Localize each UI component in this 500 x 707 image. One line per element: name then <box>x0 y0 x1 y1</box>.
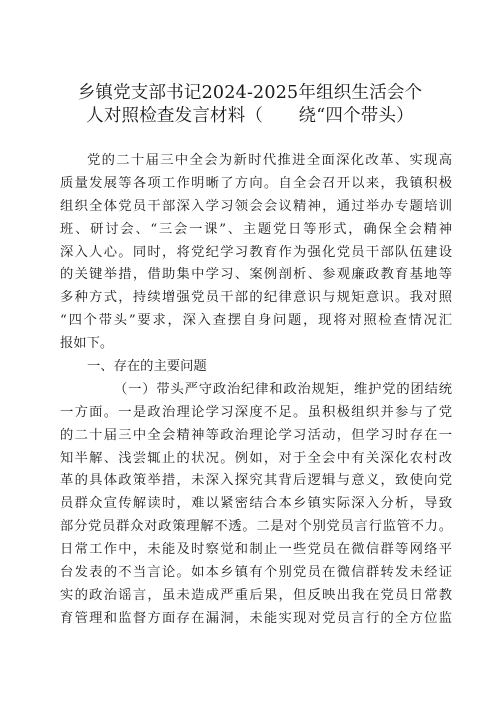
paragraph-line: 多种方式，持续增强党员干部的纪律意识与规矩意识。我对照 <box>60 290 452 306</box>
paragraph-line: 一方面。一是政治理论学习深度不足。虽积极组织并参与了党 <box>60 404 452 420</box>
paragraph-line: 员群众宣传解读时，难以紧密结合本乡镇实际深入分析，导致 <box>60 496 452 512</box>
paragraph-line: 深入人心。同时，将党纪学习教育作为强化党员干部队伍建设 <box>60 244 452 260</box>
document-title-line-1: 乡镇党支部书记2024-2025年组织生活会个 <box>77 83 423 103</box>
section-heading: 一、存在的主要问题 <box>87 359 207 375</box>
paragraph-line: 革的具体政策举措，未深入探究其背后逻辑与意义，致使向党 <box>60 473 452 489</box>
paragraph-line: 知半解、浅尝辄止的状况。例如，对于全会中有关深化农村改 <box>60 450 452 466</box>
paragraph-line: 育管理和监督方面存在漏洞，未能实现对党员言行的全方位监 <box>60 610 452 626</box>
subsection-heading-line: （一）带头严守政治纪律和政治规矩，维护党的团结统 <box>114 381 452 397</box>
document-title-line-2: 人对照检查发言材料（ 绕“四个带头） <box>86 106 414 126</box>
document-body <box>60 150 452 631</box>
paragraph-line: 的关键举措，借助集中学习、案例剖析、参观廉政教育基地等 <box>60 267 452 283</box>
paragraph-line: “四个带头”要求，深入查摆自身问题，现将对照检查情况汇 <box>60 313 452 329</box>
paragraph-line: 党的二十届三中全会为新时代推进全面深化改革、实现高 <box>87 153 452 168</box>
paragraph-line: 部分党员群众对政策理解不透。二是对个别党员言行监管不力。 <box>60 519 452 535</box>
paragraph-line: 组织全体党员干部深入学习领会会议精神，通过举办专题培训 <box>60 198 452 214</box>
paragraph-line: 的二十届三中全会精神等政治理论学习活动，但学习时存在一 <box>60 427 452 443</box>
paragraph-line: 日常工作中，未能及时察觉和制止一些党员在微信群等网络平 <box>60 542 452 558</box>
paragraph-line: 实的政治谣言，虽未造成严重后果，但反映出我在党员日常教 <box>60 587 452 603</box>
paragraph-line: 质量发展等各项工作明晰了方向。自全会召开以来，我镇积极 <box>60 175 452 191</box>
paragraph-line: 台发表的不当言论。如本乡镇有个别党员在微信群转发未经证 <box>60 565 452 581</box>
paragraph-line: 报如下。 <box>60 336 114 352</box>
paragraph-line: 班、研讨会、“三会一课”、主题党日等形式，确保全会精神 <box>60 221 452 237</box>
